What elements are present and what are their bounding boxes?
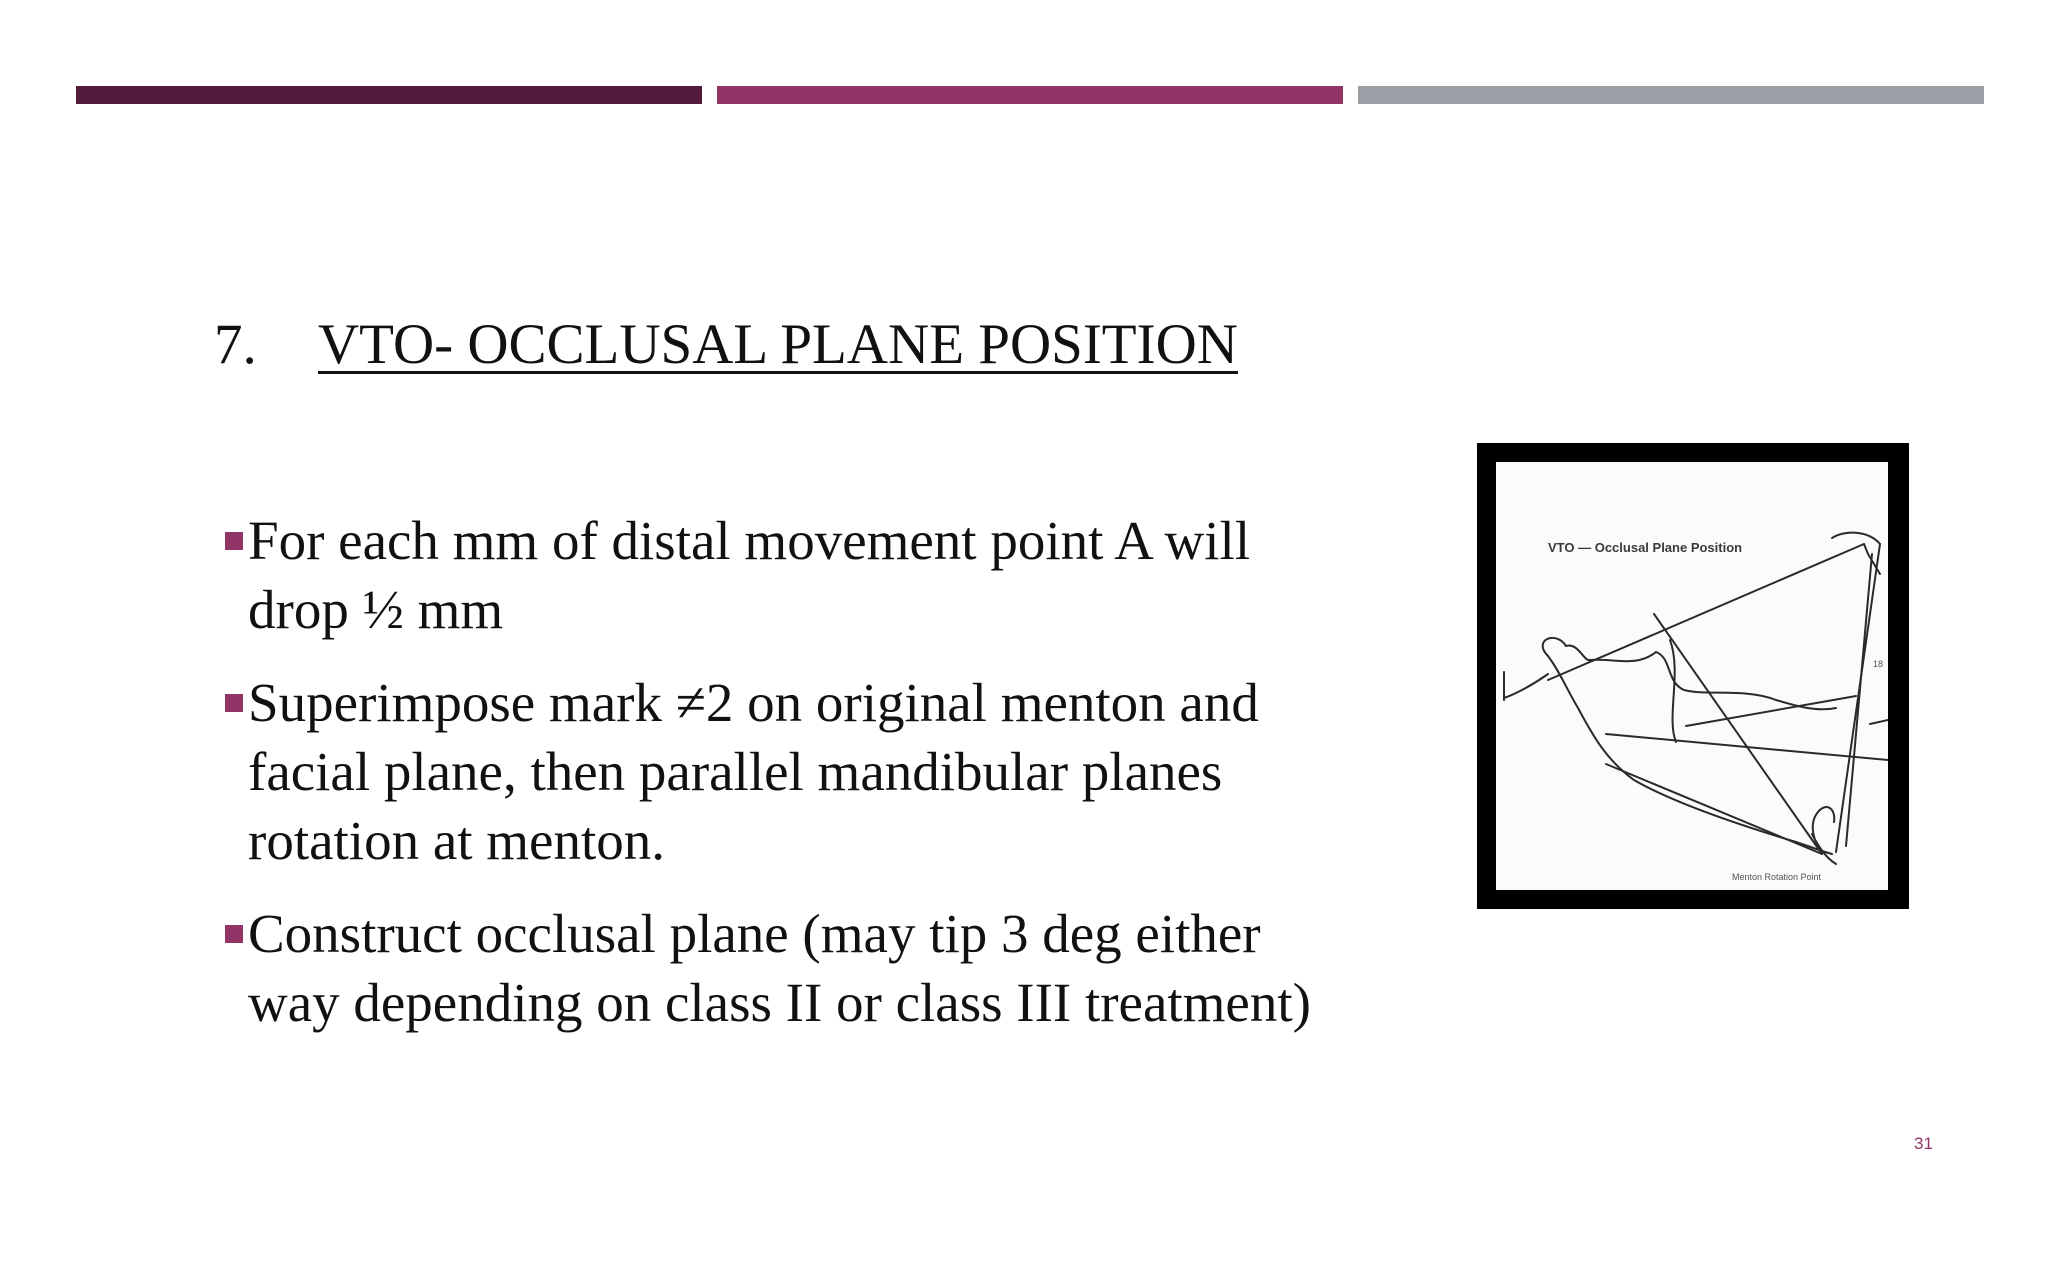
list-item: [222, 668, 1382, 875]
square-bullet-icon: [225, 532, 243, 550]
square-bullet-icon: [225, 925, 243, 943]
list-item: [222, 506, 1382, 644]
decor-bar-gray: [1358, 86, 1984, 104]
heading-number: 7.: [214, 313, 257, 376]
bullet-list: [222, 506, 1382, 1061]
cephalometric-tracing: [1504, 533, 1888, 864]
bullet-text: Construct occlusal plane (may tip 3 deg either way depending on class II or class III treatment): [248, 903, 1311, 1033]
decor-bar-dark: [76, 86, 702, 104]
decor-bar-magenta: [717, 86, 1343, 104]
slide-heading: [214, 312, 1238, 377]
bullet-text: Superimpose mark ≠2 on original menton and facial plane, then parallel mandibular planes rotation at menton.: [248, 672, 1259, 871]
figure-title: VTO — Occlusal Plane Position: [1548, 540, 1743, 555]
figure-image: [1496, 462, 1888, 890]
figure-bottom-label: Menton Rotation Point: [1732, 872, 1822, 882]
list-item: [222, 899, 1382, 1037]
page-number: 31: [1914, 1134, 1933, 1153]
bullet-text: For each mm of distal movement point A will drop ½ mm: [248, 510, 1251, 640]
square-bullet-icon: [225, 694, 243, 712]
tracing-drawing: [1496, 462, 1888, 890]
figure-frame: [1477, 443, 1909, 909]
heading-title: VTO- OCCLUSAL PLANE POSITION: [318, 313, 1238, 376]
figure-side-label: 18: [1873, 659, 1884, 669]
